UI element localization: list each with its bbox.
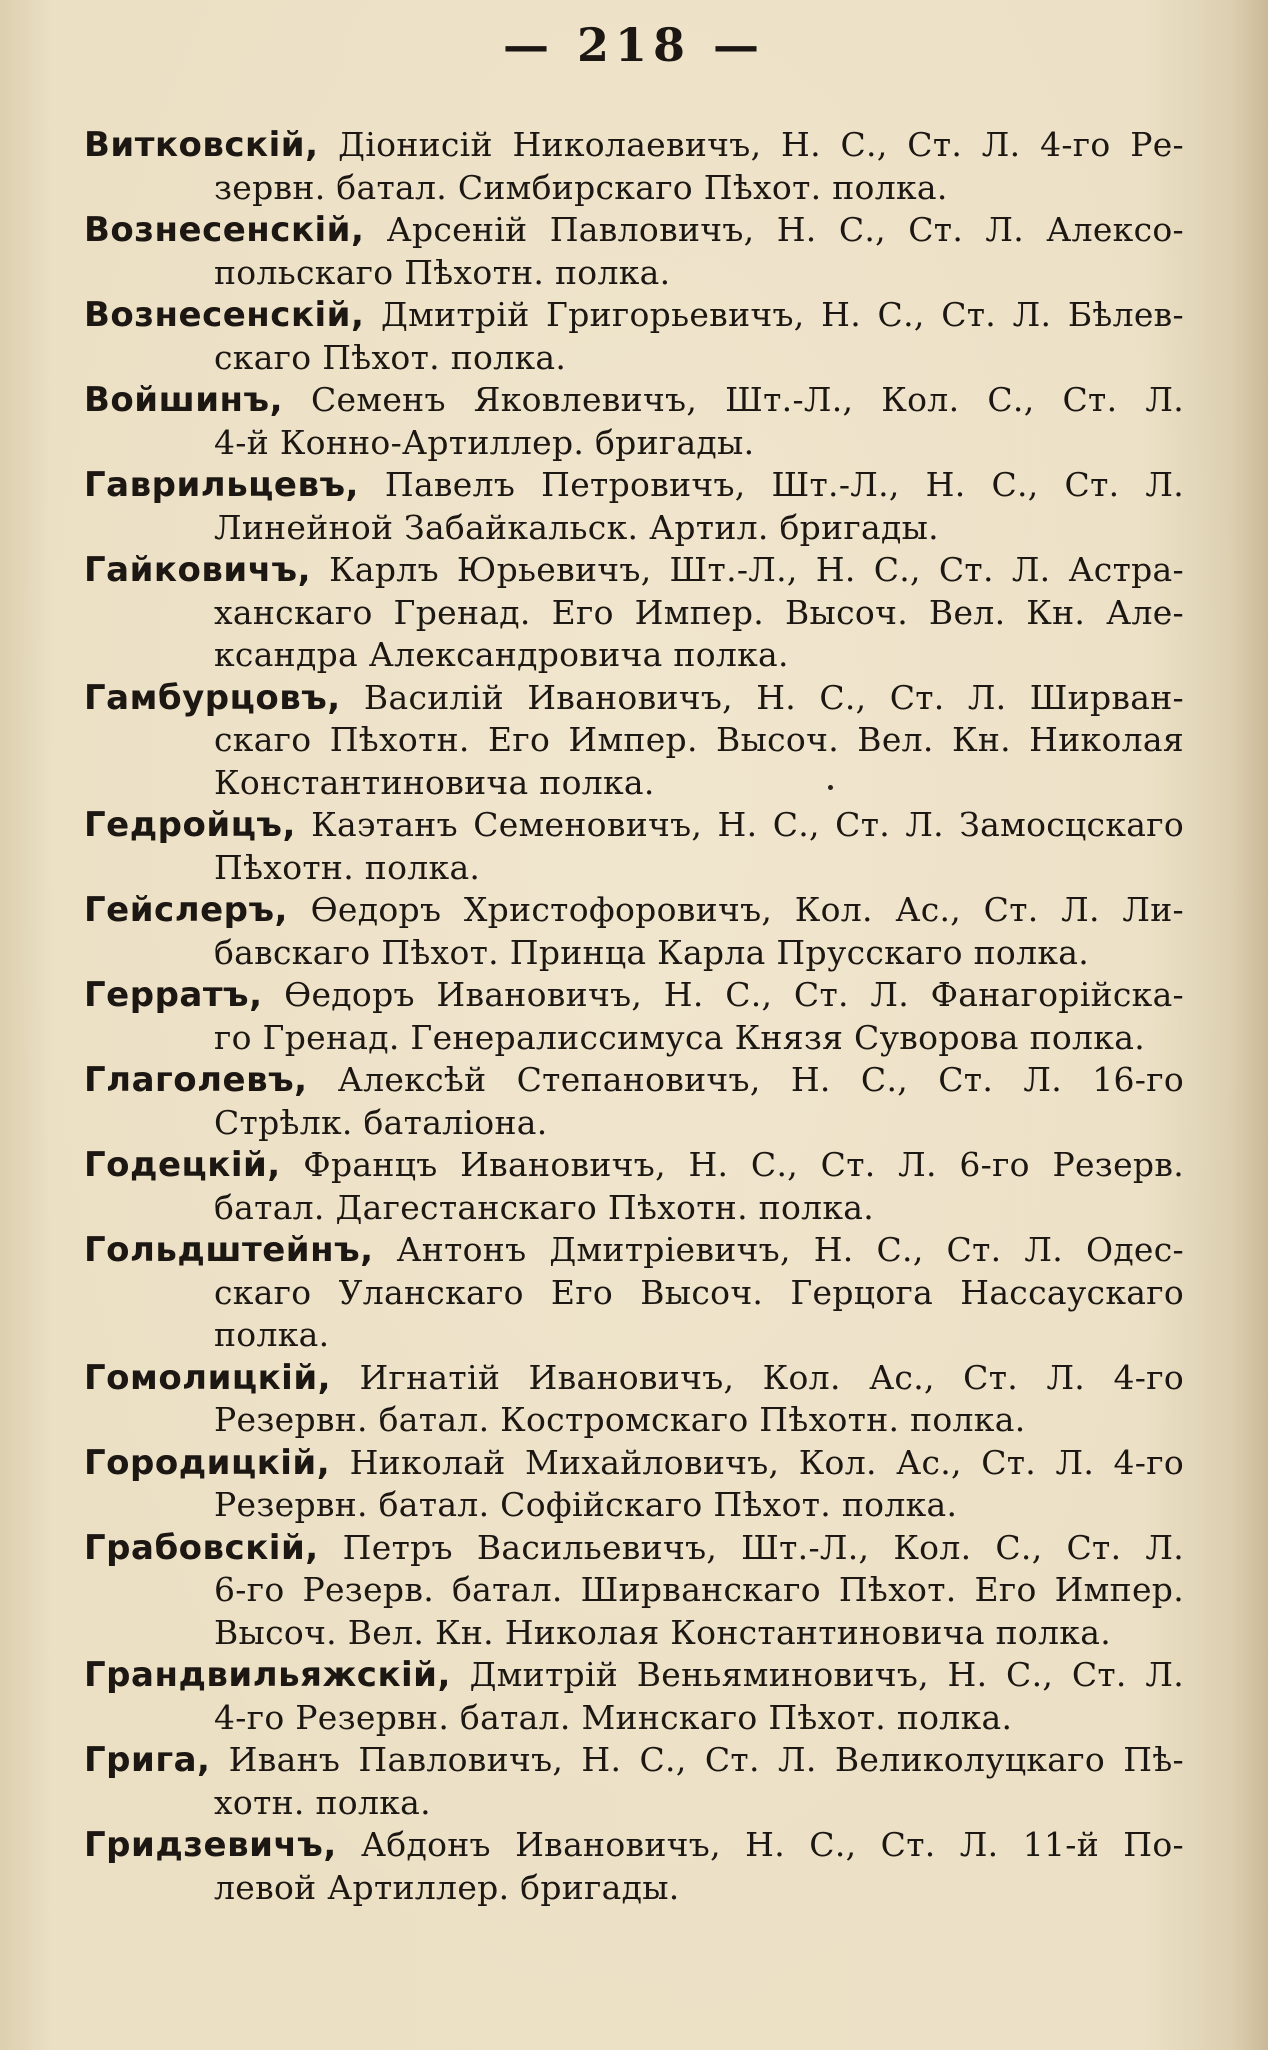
entry-details: Алексѣй Степановичъ, Н. С., Ст. Л. 16-го: [307, 1060, 1184, 1099]
entry-first-line: [84, 209, 1184, 252]
entry: [84, 209, 1184, 294]
entry-details: Каэтанъ Семеновичъ, Н. С., Ст. Л. Замосцскаго: [295, 805, 1184, 844]
entry-surname: Витковскій,: [84, 125, 319, 165]
entry: [84, 1442, 1184, 1527]
entry-surname: Гайковичъ,: [84, 550, 312, 590]
entry-continuation-line: Стрѣлк. баталіона.: [214, 1102, 548, 1142]
entry-continuation-line: Пѣхотн. полка.: [214, 847, 481, 887]
entry: [84, 1824, 1184, 1909]
entry-first-line: [84, 677, 1184, 720]
entry-first-line: [84, 464, 1184, 507]
entry-surname: Гольдштейнъ,: [84, 1230, 374, 1270]
entry-first-line: [84, 804, 1184, 847]
entry-surname: Вознесенскій,: [84, 295, 365, 335]
entry-continuation-line: 6-го Резерв. батал. Ширванскаго Пѣхот. Его Импер.: [214, 1570, 1184, 1609]
entry-surname: Войшинъ,: [84, 380, 283, 420]
entry-details: Антонъ Дмитріевичъ, Н. С., Ст. Л. Одес-: [373, 1230, 1184, 1269]
entry-surname: Грига,: [84, 1740, 211, 1780]
entry-details: Арсеній Павловичъ, Н. С., Ст. Л. Алексо-: [364, 210, 1184, 249]
entry-details: Дмитрій Веньяминовичъ, Н. С., Ст. Л.: [450, 1655, 1184, 1694]
entry-continuation-line: левой Артиллер. бригады.: [214, 1867, 680, 1907]
entry-first-line: [84, 1824, 1184, 1867]
entry-first-line: [84, 294, 1184, 337]
entry-continuation-line: бавскаго Пѣхот. Принца Карла Прусскаго полка.: [214, 932, 1090, 972]
page-number: — 218 —: [502, 18, 766, 72]
entry-first-line: [84, 1654, 1184, 1697]
entry-continuation-line: ксандра Александровича полка.: [214, 635, 789, 674]
entry: [84, 549, 1184, 677]
entry-first-line: [84, 889, 1184, 932]
entry-details: Василій Ивановичъ, Н. С., Ст. Л. Ширван-: [340, 677, 1184, 717]
entry: [84, 974, 1184, 1059]
entry-continuation-line: зервн. батал. Симбирскаго Пѣхот. полка.: [214, 167, 948, 207]
entry-details: Францъ Ивановичъ, Н. С., Ст. Л. 6-го Резерв.: [280, 1145, 1184, 1184]
entry-surname: Гридзевичъ,: [84, 1825, 337, 1865]
entry-first-line: [84, 1739, 1184, 1782]
entry-surname: Герратъ,: [84, 975, 263, 1015]
entry-details: Ѳедоръ Христофоровичъ, Кол. Ас., Ст. Л. Ли-: [287, 890, 1184, 929]
entry-continuation-line: 4-го Резервн. батал. Минскаго Пѣхот. полка.: [214, 1697, 1013, 1737]
entry: [84, 1739, 1184, 1824]
entry-continuation-line: Высоч. Вел. Кн. Николая Константиновича полка.: [214, 1612, 1112, 1652]
ink-speck: [828, 785, 833, 790]
entry-continuation-line: батал. Дагестанскаго Пѣхотн. полка.: [214, 1187, 875, 1227]
entry-continuation-line: скаго Уланскаго Его Высоч. Герцога Нассаускаго: [214, 1272, 1184, 1312]
entry-continuation-line: го Гренад. Генералиссимуса Князя Суворова полка.: [214, 1017, 1145, 1057]
entry-surname: Грандвильяжскій,: [84, 1655, 451, 1695]
entry-surname: Гамбурцовъ,: [84, 677, 341, 718]
entry-continuation-line: Линейной Забайкальск. Артил. бригады.: [214, 507, 939, 547]
entry-first-line: [84, 1229, 1184, 1272]
entry-list: [84, 124, 1184, 1909]
entry-continuation-line: хотн. полка.: [214, 1782, 431, 1822]
entry-surname: Грабовскій,: [84, 1527, 319, 1568]
entry: [84, 1059, 1184, 1144]
entry-continuation-line: 4-й Конно-Артиллер. бригады.: [214, 422, 755, 462]
entry-details: Семенъ Яковлевичъ, Шт.-Л., Кол. С., Ст. Л.: [283, 380, 1184, 419]
entry: [84, 804, 1184, 889]
entry-details: Николай Михайловичъ, Кол. Ас., Ст. Л. 4-го: [330, 1442, 1184, 1482]
entry-surname: Гаврильцевъ,: [84, 465, 359, 505]
entry-first-line: [84, 1059, 1184, 1102]
entry-surname: Гейслеръ,: [84, 890, 288, 930]
entry: [84, 379, 1184, 464]
entry-continuation-line: Резервн. батал. Костромскаго Пѣхотн. полка.: [214, 1400, 1026, 1439]
entry-surname: Гедройцъ,: [84, 805, 296, 845]
entry-first-line: [84, 1357, 1184, 1400]
entry-details: Ѳедоръ Ивановичъ, Н. С., Ст. Л. Фанагорійска-: [262, 975, 1184, 1014]
entry-continuation-line: скаго Пѣхотн. Его Импер. Высоч. Вел. Кн. Николая: [214, 720, 1184, 759]
entry: [84, 1654, 1184, 1739]
entry-surname: Вознесенскій,: [84, 210, 365, 250]
entry-surname: Гомолицкій,: [84, 1357, 332, 1398]
entry-continuation-line: Константиновича полка.: [214, 762, 655, 802]
entry-details: Діонисій Николаевичъ, Н. С., Ст. Л. 4-го Ре-: [318, 125, 1184, 164]
entry: [84, 1527, 1184, 1655]
entry-first-line: [84, 1144, 1184, 1187]
entry-first-line: [84, 1527, 1184, 1570]
entry-first-line: [84, 1442, 1184, 1485]
entry: [84, 1357, 1184, 1442]
entry: [84, 1229, 1184, 1357]
entry-details: Иванъ Павловичъ, Н. С., Ст. Л. Великолуцкаго Пѣ-: [210, 1740, 1184, 1779]
entry-first-line: [84, 124, 1184, 167]
entry-surname: Годецкій,: [84, 1145, 281, 1185]
entry-surname: Городицкій,: [84, 1442, 331, 1483]
entry: [84, 294, 1184, 379]
entry: [84, 1144, 1184, 1229]
entry-continuation-line: скаго Пѣхот. полка.: [214, 337, 567, 377]
entry-continuation-line: полка.: [214, 1315, 330, 1354]
entry-details: Абдонъ Ивановичъ, Н. С., Ст. Л. 11-й По-: [336, 1825, 1184, 1864]
entry-details: Карлъ Юрьевичъ, Шт.-Л., Н. С., Ст. Л. Астра-: [311, 550, 1184, 589]
entry: [84, 677, 1184, 805]
entry-first-line: [84, 974, 1184, 1017]
entry: [84, 124, 1184, 209]
entry-details: Павелъ Петровичъ, Шт.-Л., Н. С., Ст. Л.: [358, 465, 1184, 504]
entry: [84, 889, 1184, 974]
entry-first-line: [84, 379, 1184, 422]
entry-surname: Глаголевъ,: [84, 1060, 308, 1100]
entry-details: Дмитрій Григорьевичъ, Н. С., Ст. Л. Бѣлев-: [364, 295, 1184, 334]
entry-first-line: [84, 549, 1184, 592]
entry: [84, 464, 1184, 549]
entry-details: Петръ Васильевичъ, Шт.-Л., Кол. С., Ст. Л.: [318, 1527, 1184, 1567]
entry-details: Игнатій Ивановичъ, Кол. Ас., Ст. Л. 4-го: [331, 1357, 1184, 1397]
entry-continuation-line: Резервн. батал. Софійскаго Пѣхот. полка.: [214, 1485, 958, 1524]
entry-continuation-line: ханскаго Гренад. Его Импер. Высоч. Вел. Кн. Але-: [214, 592, 1184, 632]
entry-continuation-line: польскаго Пѣхотн. полка.: [214, 252, 671, 292]
